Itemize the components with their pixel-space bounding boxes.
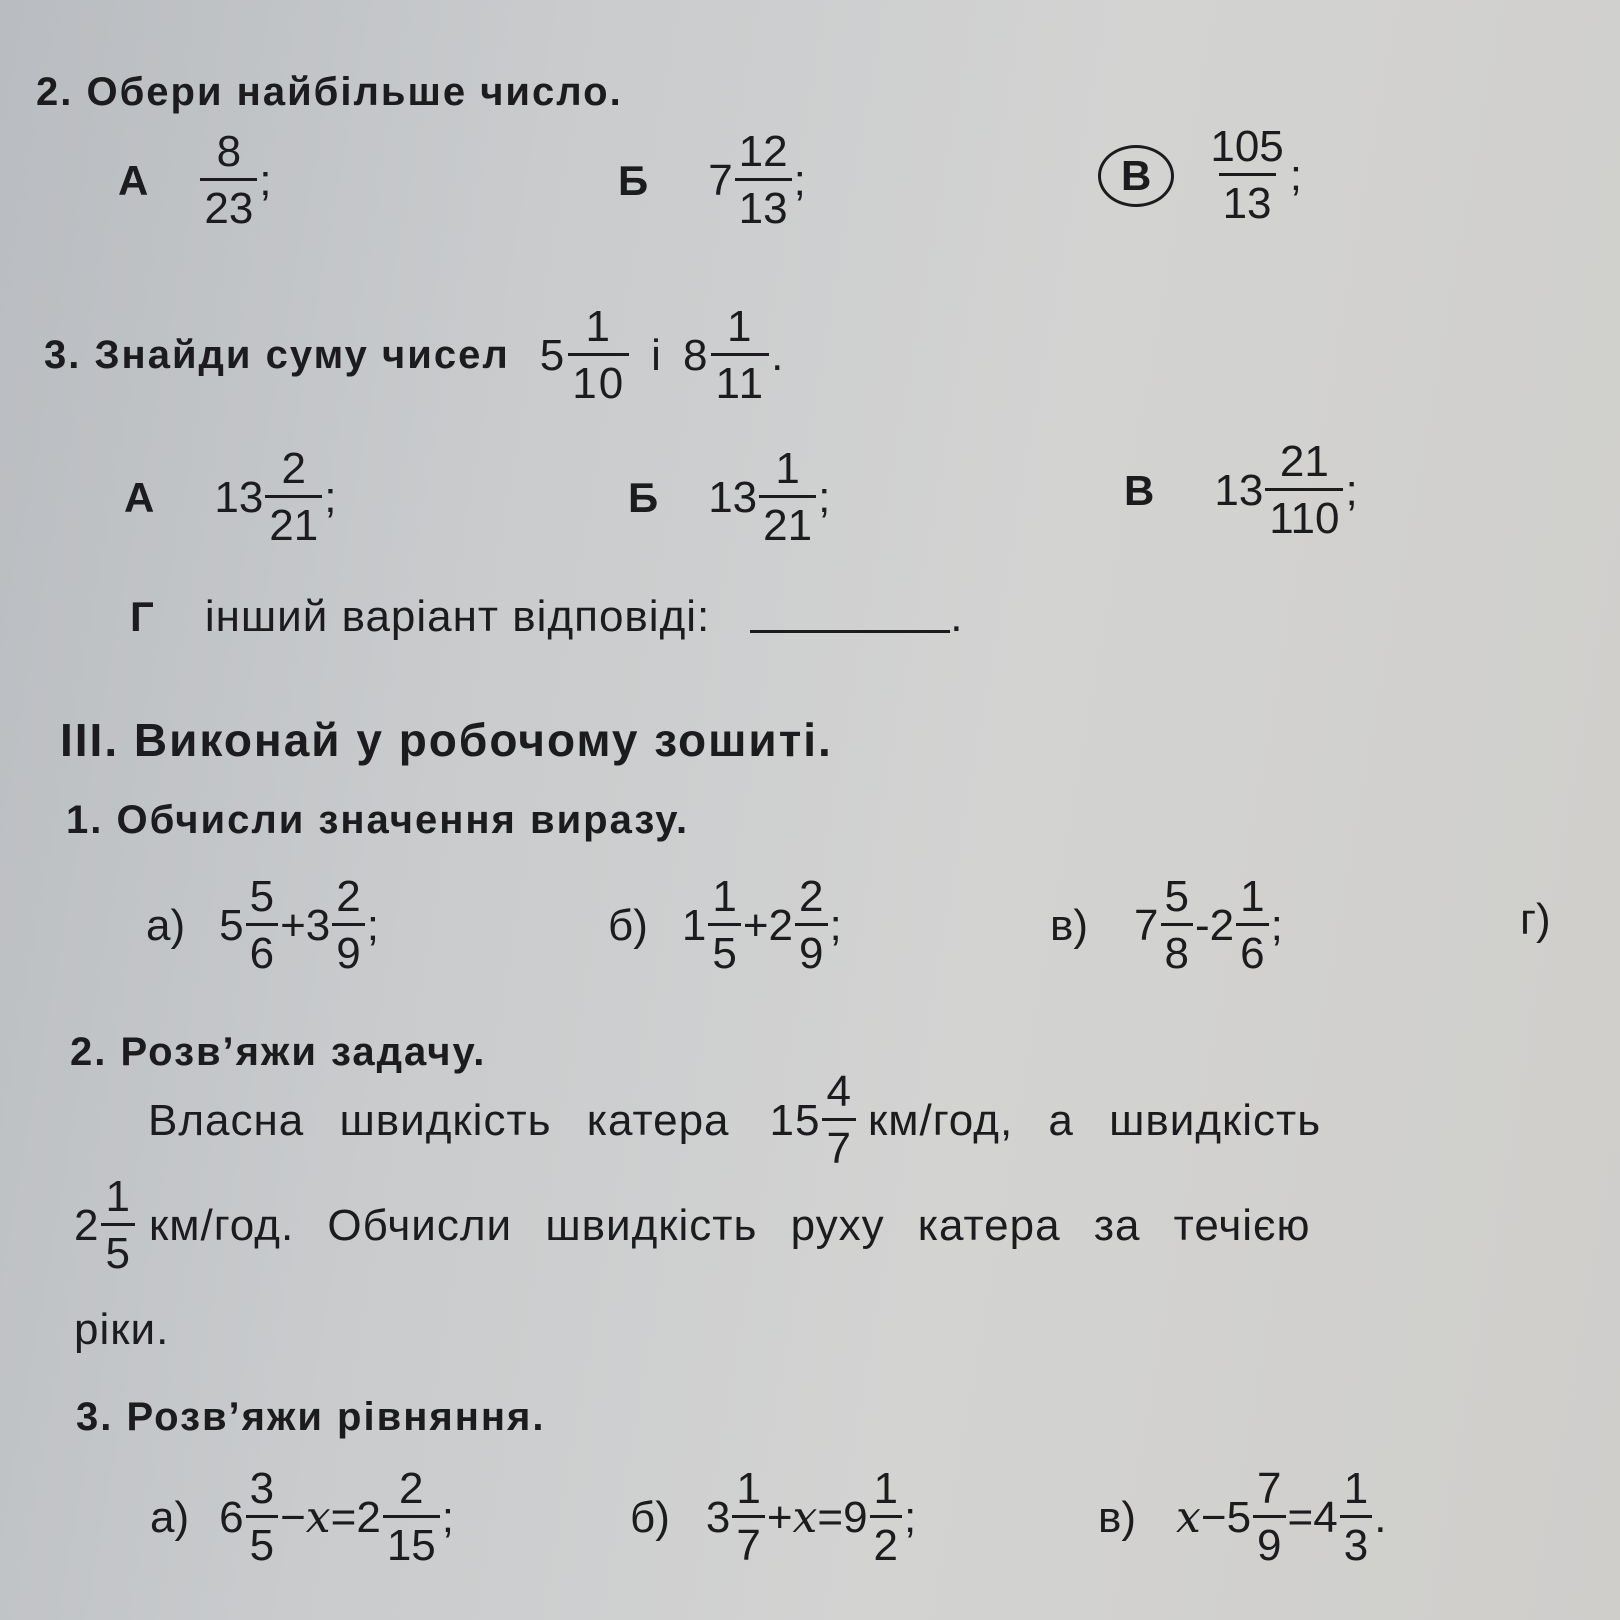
fraction: $\frac{2}{21}$	[265, 447, 322, 548]
q2-option-a[interactable]: А $\frac{8}{23}$ ;	[118, 127, 272, 233]
fraction: $\frac{5}{8}$	[1161, 875, 1193, 976]
section-title: III. Виконай у робочому зошиті.	[60, 714, 833, 766]
fraction: $\frac{1}{11}$	[711, 305, 769, 406]
task3-title: 3. Розв’яжи рівняння.	[76, 1395, 546, 1439]
item-label: г)	[1520, 895, 1551, 944]
q3-line: 3. Знайди суму чисел 5 $\frac{1}{10}$ і 8 $\frac{1}{11}$ .	[44, 302, 786, 408]
variable: x	[792, 1492, 818, 1543]
q3-option-c[interactable]: В 13 $\frac{21}{110}$ ;	[1124, 437, 1358, 543]
item-label: б)	[608, 900, 648, 950]
fraction: $\frac{5}{6}$	[246, 875, 278, 976]
q3-option-a[interactable]: А 13 $\frac{2}{21}$ ;	[124, 444, 337, 550]
fraction: $\frac{1}{5}$	[708, 875, 740, 976]
fraction: $\frac{1}{2}$	[870, 1467, 902, 1568]
fraction: $\frac{12}{13}$	[735, 130, 792, 231]
task2-line3: ріки.	[74, 1305, 170, 1354]
fraction: $\frac{1}{5}$	[101, 1175, 134, 1276]
option-label: Б	[628, 473, 659, 521]
task3-eq-b: б) 3 $\frac{1}{7}$ + x = 9 $\frac{1}{2}$ ;	[630, 1464, 917, 1570]
fraction: $\frac{105}{13}$	[1210, 122, 1284, 228]
task1-title: 1. Обчисли значення виразу.	[66, 798, 690, 842]
item-label: а)	[146, 900, 186, 950]
item-label: в)	[1098, 1492, 1137, 1542]
fraction: $\frac{1}{21}$	[759, 447, 816, 548]
fraction: $\frac{1}{6}$	[1236, 875, 1268, 976]
answer-blank[interactable]	[750, 602, 950, 633]
item-label: а)	[150, 1492, 190, 1542]
q2-option-c-selected[interactable]: В $\frac{105}{13}$ ;	[1098, 125, 1302, 226]
task2-line2: 2 $\frac{1}{5}$ км/год. Обчисли швидкість руху катера за течією	[74, 1172, 1311, 1278]
q3-option-d[interactable]: Г інший варіант відповіді: .	[130, 592, 964, 641]
option-text: інший варіант відповіді:	[204, 592, 711, 641]
fraction: $\frac{1}{10}$	[568, 305, 629, 406]
fraction: $\frac{1}{7}$	[732, 1467, 764, 1568]
fraction: $\frac{7}{9}$	[1253, 1467, 1285, 1568]
q2-title: 2. Обери найбільше число.	[36, 70, 623, 114]
task3-eq-c: в) x − 5 $\frac{7}{9}$ = 4 $\frac{1}{3}$ .	[1098, 1464, 1387, 1570]
q3-option-b[interactable]: Б 13 $\frac{1}{21}$ ;	[628, 444, 831, 550]
fraction: $\frac{1}{3}$	[1340, 1467, 1372, 1568]
option-label: В	[1124, 466, 1155, 514]
fraction: $\frac{2}{9}$	[332, 875, 364, 976]
task2-line1: Власна швидкість катера 15 $\frac{4}{7}$ км/год, а швидкість	[148, 1067, 1322, 1173]
fraction: $\frac{2}{15}$	[383, 1467, 440, 1568]
variable: x	[305, 1492, 331, 1543]
option-label: А	[124, 473, 155, 521]
task1-expr-d	[1520, 895, 1551, 945]
task1-expr-c: в) 7 $\frac{5}{8}$ - 2 $\frac{1}{6}$ ;	[1050, 872, 1283, 978]
item-label: в)	[1050, 900, 1089, 950]
task3-eq-a: а) 6 $\frac{3}{5}$ − x = 2 $\frac{2}{15}$ ;	[150, 1464, 454, 1570]
q2-option-b[interactable]: Б 7 $\frac{12}{13}$ ;	[618, 127, 806, 233]
item-label: б)	[630, 1492, 670, 1542]
option-label: А	[118, 156, 149, 204]
fraction: $\frac{4}{7}$	[822, 1070, 855, 1171]
fraction: $\frac{3}{5}$	[246, 1467, 278, 1568]
variable: x	[1176, 1492, 1201, 1543]
q3-title: 3. Знайди суму чисел	[44, 333, 510, 377]
fraction: $\frac{21}{110}$	[1265, 440, 1343, 541]
option-label: Б	[618, 156, 649, 204]
fraction: $\frac{2}{9}$	[795, 875, 827, 976]
task1-expr-a: а) 5 $\frac{5}{6}$ + 3 $\frac{2}{9}$ ;	[146, 872, 379, 978]
task2-title: 2. Розв’яжи задачу.	[70, 1030, 487, 1074]
circled-option-label: В	[1098, 145, 1174, 207]
task1-expr-b: б) 1 $\frac{1}{5}$ + 2 $\frac{2}{9}$ ;	[608, 872, 842, 978]
option-label: Г	[130, 593, 155, 640]
fraction: $\frac{8}{23}$	[200, 130, 257, 231]
